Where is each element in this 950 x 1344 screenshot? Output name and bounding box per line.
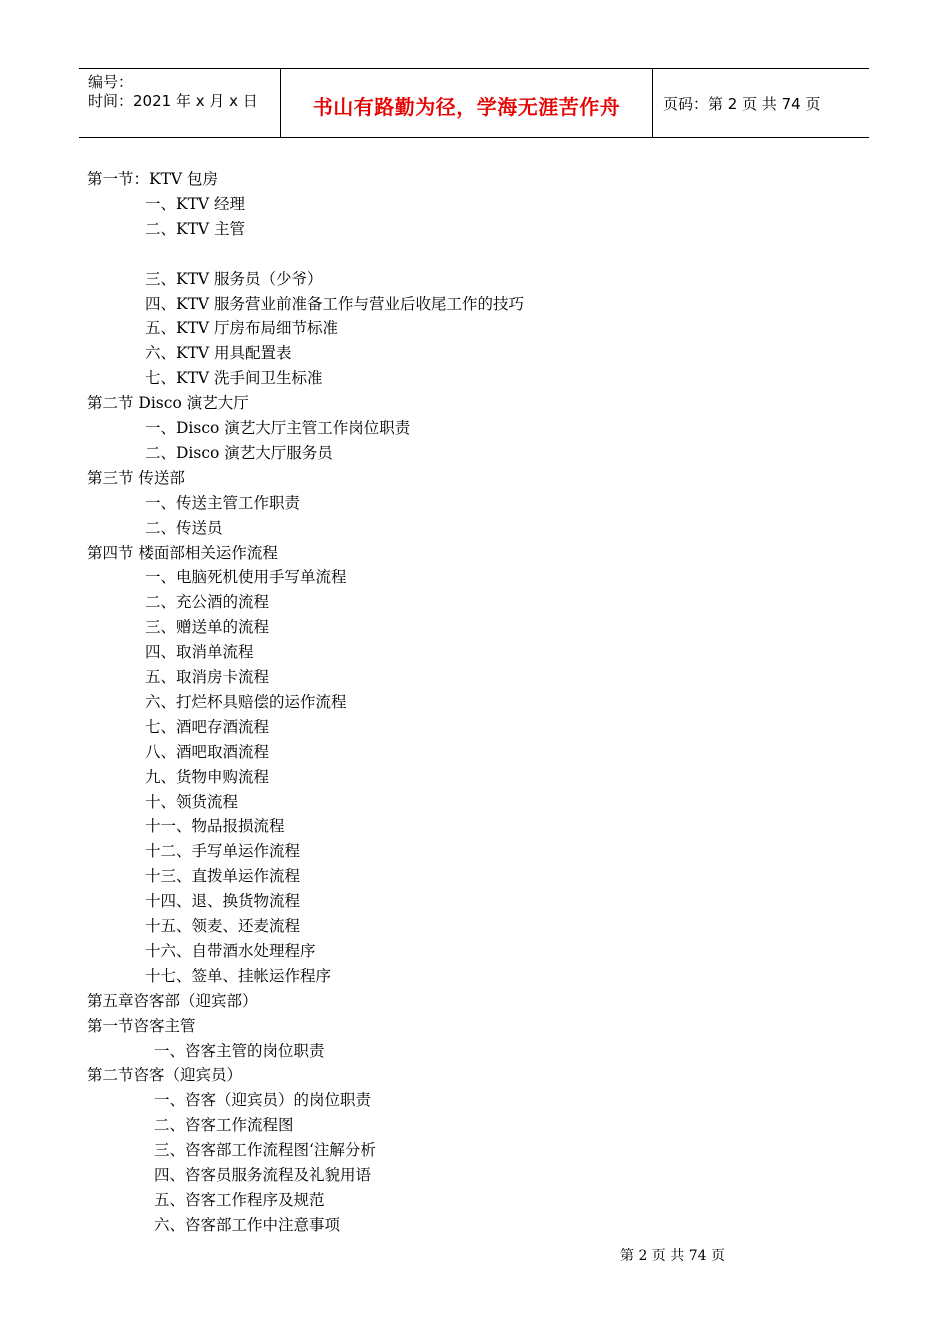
toc-item: 二、咨客工作流程图 xyxy=(154,1116,294,1135)
toc-item: 六、KTV 用具配置表 xyxy=(145,344,292,363)
toc-item: 四、KTV 服务营业前准备工作与营业后收尾工作的技巧 xyxy=(145,294,525,313)
page-header xyxy=(79,68,869,138)
toc-section-heading: 第二节咨客（迎宾员） xyxy=(87,1066,243,1085)
toc-section-heading: 第一节：KTV 包房 xyxy=(87,170,219,188)
document-date-label: 时间：2021 年 x 月 x 日 xyxy=(88,92,258,110)
header-page-cell xyxy=(653,69,869,137)
toc-item: 五、咨客工作程序及规范 xyxy=(154,1190,325,1209)
toc-item: 十四、退、换货物流程 xyxy=(145,892,301,911)
toc-item: 三、赠送单的流程 xyxy=(145,618,270,637)
toc-item: 一、咨客（迎宾员）的岗位职责 xyxy=(154,1091,372,1110)
toc-item: 七、酒吧存酒流程 xyxy=(145,717,270,736)
toc-item: 十六、自带酒水处理程序 xyxy=(145,941,316,960)
toc-item: 一、KTV 经理 xyxy=(145,194,246,213)
toc-section-heading: 第二节 Disco 演艺大厅 xyxy=(87,394,249,413)
toc-item: 十、领货流程 xyxy=(145,792,239,811)
toc-item: 七、KTV 洗手间卫生标准 xyxy=(145,369,323,388)
toc-item: 二、Disco 演艺大厅服务员 xyxy=(145,443,333,462)
toc-item: 一、电脑死机使用手写单流程 xyxy=(145,568,347,587)
header-page-info: 页码：第 2 页 共 74 页 xyxy=(663,95,821,113)
toc-item: 五、取消房卡流程 xyxy=(145,668,270,686)
document-number-label: 编号： xyxy=(88,73,134,91)
toc-item: 六、咨客部工作中注意事项 xyxy=(154,1215,341,1234)
toc-item: 十一、物品报损流程 xyxy=(145,817,285,836)
toc-item: 一、咨客主管的岗位职责 xyxy=(154,1041,325,1060)
toc-item: 三、咨客部工作流程图‘注解分析 xyxy=(154,1141,376,1160)
toc-item: 一、Disco 演艺大厅主管工作岗位职责 xyxy=(145,419,411,437)
header-motto: 书山有路勤为径，学海无涯苦作舟 xyxy=(312,95,621,119)
footer-page-number: 第 2 页 共 74 页 xyxy=(620,1248,725,1264)
toc-section-heading: 第五章咨客部（迎宾部） xyxy=(87,991,258,1010)
header-motto-cell xyxy=(281,69,653,137)
toc-item: 九、货物申购流程 xyxy=(145,767,270,786)
toc-item: 十三、直拨单运作流程 xyxy=(145,867,301,886)
header-meta-cell xyxy=(79,69,281,137)
toc-item: 八、酒吧取酒流程 xyxy=(145,742,270,761)
toc-item: 十二、手写单运作流程 xyxy=(145,842,301,861)
toc-item: 三、KTV 服务员（少爷） xyxy=(145,269,323,288)
toc-item: 四、取消单流程 xyxy=(145,643,254,662)
toc-item: 四、咨客员服务流程及礼貌用语 xyxy=(154,1166,372,1184)
toc-item: 六、打烂杯具赔偿的运作流程 xyxy=(145,692,347,711)
toc-item: 十五、领麦、还麦流程 xyxy=(145,917,301,935)
toc-section-heading: 第三节 传送部 xyxy=(87,468,185,487)
toc-item: 十七、签单、挂帐运作程序 xyxy=(145,966,332,985)
toc-item: 二、KTV 主管 xyxy=(145,219,246,238)
toc-item: 二、传送员 xyxy=(145,518,223,537)
toc-item: 五、KTV 厅房布局细节标准 xyxy=(145,319,339,338)
toc-item: 二、充公酒的流程 xyxy=(145,593,270,612)
toc-item: 一、传送主管工作职责 xyxy=(145,493,301,512)
toc-section-heading: 第一节咨客主管 xyxy=(87,1016,196,1035)
toc-section-heading: 第四节 楼面部相关运作流程 xyxy=(87,543,278,562)
